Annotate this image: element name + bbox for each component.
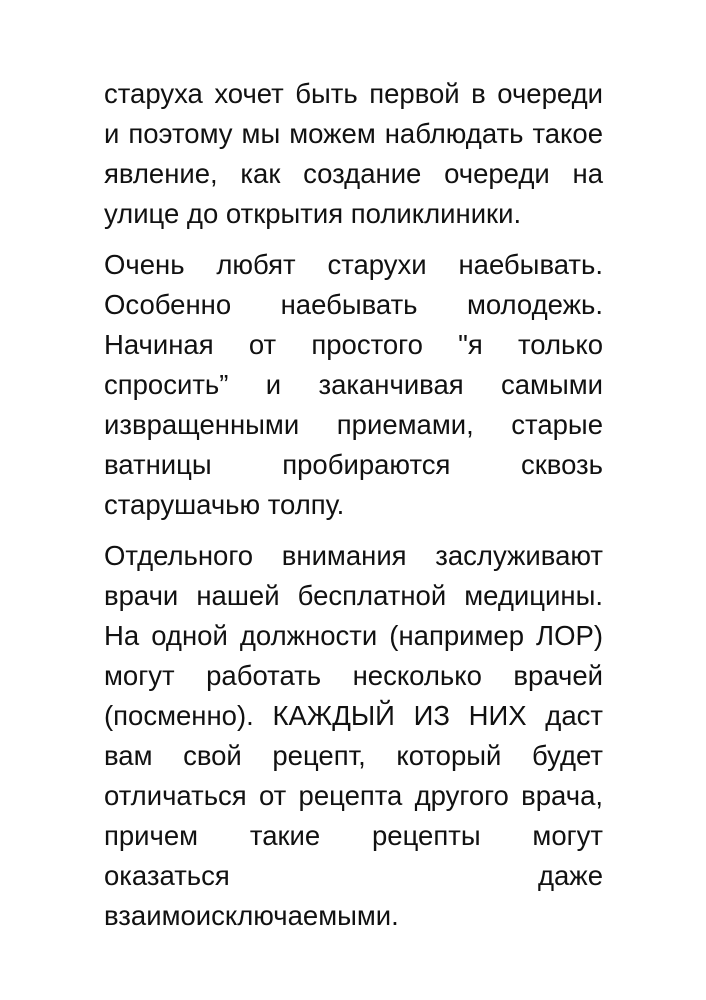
paragraph-3: Отдельного внимания заслуживают врачи нашей бесплатной медицины. На одной должности (например ЛОР) могут работать несколько врачей (посменно). КАЖДЫЙ ИЗ НИХ даст вам свой рецепт, который будет отличаться от рецепта другого врача, причем такие рецепты могут оказаться даже взаимоисключаемыми. [104,540,603,931]
document-text-column [104,74,603,936]
paragraph-2: Очень любят старухи наебывать. Особенно наебывать молодежь. Начиная от простого "я только спросить” и заканчивая самыми извращенными приемами, старые ватницы пробираются сквозь старушачью толпу. [104,249,603,520]
paragraph-1: старуха хочет быть первой в очереди и поэтому мы можем наблюдать такое явление, как создание очереди на улице до открытия поликлиники. [104,78,603,229]
